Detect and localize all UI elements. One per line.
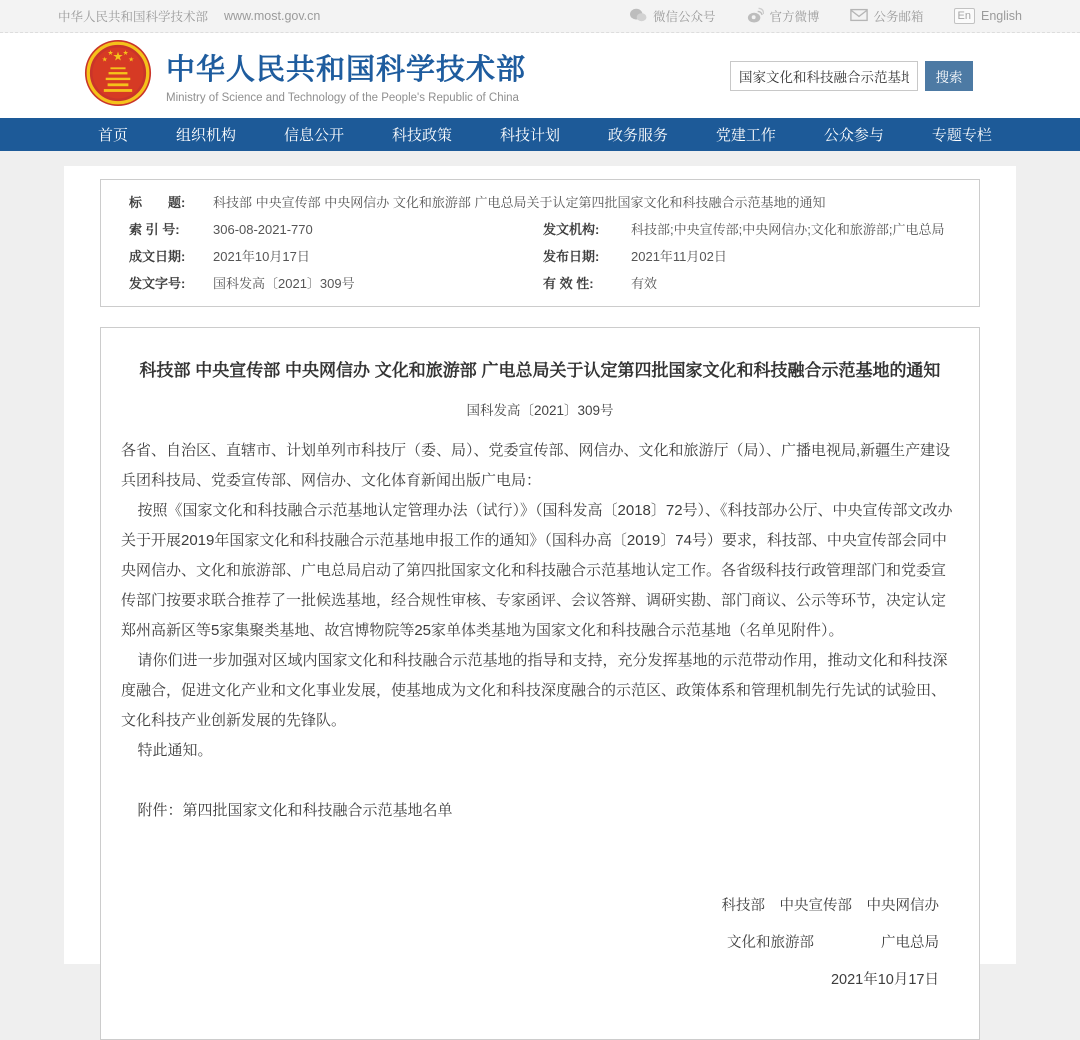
top-utility-bar — [0, 0, 1080, 33]
meta-title-label: 标 题: — [129, 195, 186, 210]
weibo-label: 官方微博 — [769, 10, 820, 24]
site-header — [0, 33, 1080, 118]
english-label: English — [981, 9, 1022, 23]
nav-item-info-disclosure[interactable]: 信息公开 — [283, 127, 344, 144]
attachment-line: 附件：第四批国家文化和科技融合示范基地名单 — [137, 801, 453, 819]
weibo-link[interactable] — [746, 7, 820, 26]
ministry-title: 中华人民共和国科学技术部 — [166, 54, 527, 86]
main-nav — [0, 118, 1080, 151]
document-box — [100, 327, 980, 1040]
svg-text:★: ★ — [122, 50, 129, 58]
svg-text:★: ★ — [128, 56, 135, 64]
search-input[interactable] — [730, 61, 918, 91]
signature-ministry-culture: 文化和旅游部 — [727, 934, 814, 951]
mail-link[interactable] — [850, 7, 924, 25]
signature-line-2 — [121, 925, 939, 962]
search-area — [730, 61, 973, 91]
nav-item-sci-programs[interactable]: 科技计划 — [499, 127, 560, 144]
nav-item-home[interactable]: 首页 — [98, 127, 129, 144]
content-panel — [64, 166, 1016, 988]
signature-date: 2021年10月17日 — [830, 971, 939, 988]
english-link[interactable] — [954, 8, 1022, 24]
signature-block — [121, 888, 959, 999]
mail-label: 公务邮箱 — [873, 10, 924, 24]
nav-item-special-topics[interactable]: 专题专栏 — [931, 127, 992, 144]
nav-item-gov-services[interactable]: 政务服务 — [607, 127, 668, 144]
document-number: 国科发高〔2021〕309号 — [466, 402, 614, 418]
nav-item-organization[interactable]: 组织机构 — [175, 127, 236, 144]
site-url-link[interactable]: www.most.gov.cn — [224, 9, 321, 23]
meta-doc-number-value: 国科发高〔2021〕309号 — [213, 276, 355, 291]
brand-block — [166, 47, 526, 104]
mail-icon — [850, 8, 868, 25]
national-emblem-logo — [84, 39, 152, 112]
meta-validity-label: 有 效 性: — [543, 276, 594, 291]
paragraph-request: 请你们进一步加强对区域内国家文化和科技融合示范基地的指导和支持，充分发挥基地的示范带动作用，推动文化和科技深度融合，促进文化产业和文化事业发展，使基地成为文化和科技深度融合的示范区、政策体系和管理机制先行先试的试验田、文化科技产业创新发展的先锋队。 — [121, 651, 948, 729]
paragraph-basis: 按照《国家文化和科技融合示范基地认定管理办法（试行）》（国科发高〔2018〕72号）、《科技部办公厅、中央宣传部文改办关于开展2019年国家文化和科技融合示范基地申报工作的通知》（国科办高〔2019〕74号）要求，科技部、中央宣传部会同中央网信办、文化和旅游部、广电总局启动了第四批国家文化和科技融合示范基地认定工作。各省级科技行政管理部门和党委宣传部门按要求联合推荐了一批候选基地，经合规性审核、专家函评、会议答辩、调研实勘、部门商议、公示等环节，决定认定郑州高新区等5家集聚类基地、故宫博物院等25家单体类基地为国家文化和科技融合示范基地（名单见附件）。 — [121, 501, 953, 639]
document-meta-box — [100, 179, 980, 307]
site-name: 中华人民共和国科学技术部 — [58, 10, 209, 24]
topbar-links — [629, 7, 1022, 26]
meta-index-label: 索 引 号: — [129, 222, 180, 237]
svg-text:★: ★ — [107, 50, 114, 58]
en-badge-icon: En — [954, 8, 975, 24]
meta-agency-value: 科技部;中央宣传部;中央网信办;文化和旅游部;广电总局 — [631, 222, 945, 237]
nav-item-party-building[interactable]: 党建工作 — [715, 127, 776, 144]
document-title: 科技部 中央宣传部 中央网信办 文化和旅游部 广电总局关于认定第四批国家文化和科技融合示范基地的通知 — [139, 361, 941, 380]
svg-text:★: ★ — [101, 56, 108, 64]
weibo-icon — [746, 7, 764, 26]
svg-text:★: ★ — [112, 49, 124, 64]
paragraph-addressees: 各省、自治区、直辖市、计划单列市科技厅（委、局）、党委宣传部、网信办、文化和旅游厅（局）、广播电视局,新疆生产建设兵团科技局、党委宣传部、网信办、文化体育新闻出版广电局： — [121, 441, 951, 489]
signature-line-1: 科技部 中央宣传部 中央网信办 — [721, 897, 939, 914]
wechat-label: 微信公众号 — [652, 10, 716, 24]
wechat-icon — [629, 7, 647, 26]
nav-item-public-participation[interactable]: 公众参与 — [823, 127, 884, 144]
meta-written-date-value: 2021年10月17日 — [213, 249, 310, 264]
wechat-link[interactable] — [629, 7, 716, 26]
meta-agency-label: 发文机构: — [543, 222, 600, 237]
meta-validity-value: 有效 — [631, 276, 658, 291]
document-body — [121, 436, 959, 766]
meta-written-date-label: 成文日期: — [129, 249, 186, 264]
paragraph-notice: 特此通知。 — [137, 741, 213, 759]
document-meta-grid — [129, 189, 951, 297]
search-button[interactable]: 搜索 — [925, 61, 973, 91]
meta-title-value: 科技部 中央宣传部 中央网信办 文化和旅游部 广电总局关于认定第四批国家文化和科技融合示范基地的通知 — [213, 195, 826, 210]
meta-publish-date-label: 发布日期: — [543, 249, 600, 264]
topbar-site-identity — [58, 7, 320, 25]
ministry-subtitle-en: Ministry of Science and Technology of the People's Republic of China — [166, 92, 519, 104]
meta-doc-number-label: 发文字号: — [129, 276, 186, 291]
meta-index-value: 306-08-2021-770 — [213, 222, 313, 237]
signature-radio-tv-admin: 广电总局 — [881, 934, 939, 951]
nav-item-sci-policy[interactable]: 科技政策 — [391, 127, 452, 144]
meta-publish-date-value: 2021年11月02日 — [631, 249, 727, 264]
